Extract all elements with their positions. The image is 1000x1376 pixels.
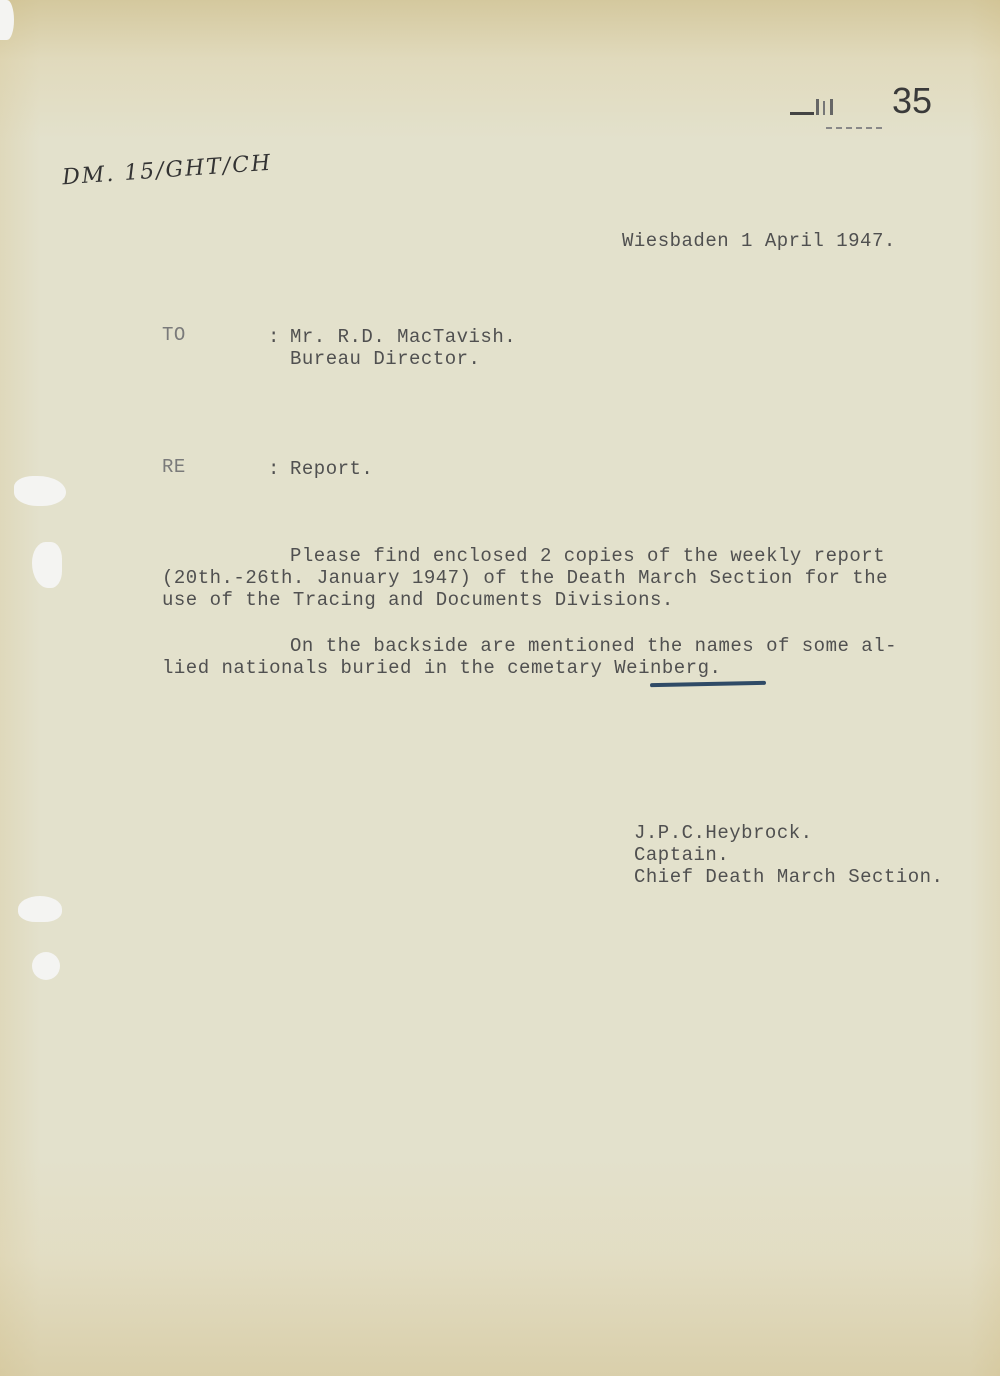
paragraph-2-line-1: On the backside are mentioned the names of some al-	[290, 635, 897, 657]
paragraph-1-line-2: (20th.-26th. January 1947) of the Death March Section for the	[162, 567, 889, 589]
place-date: Wiesbaden 1 April 1947.	[622, 230, 896, 252]
file-reference: DM. 15/GHT/CH	[61, 150, 274, 191]
stamp-number: 35	[892, 80, 933, 121]
signature-title: Chief Death March Section.	[634, 866, 944, 888]
paragraph-1-line-3: use of the Tracing and Documents Divisions.	[162, 589, 674, 611]
edge-tear-icon	[0, 0, 14, 40]
signature-rank: Captain.	[634, 844, 730, 866]
punch-hole-icon	[18, 896, 62, 922]
re-separator: :	[268, 458, 280, 480]
re-subject: Report.	[290, 458, 374, 480]
stamp-mark-icon	[790, 93, 880, 129]
punch-hole-icon	[14, 476, 66, 506]
to-separator: :	[268, 326, 280, 348]
punch-hole-icon	[32, 542, 62, 588]
paragraph-1-line-1: Please find enclosed 2 copies of the weekly report	[290, 545, 886, 567]
to-label: TO	[162, 324, 186, 346]
paragraph-2-line-2: lied nationals buried in the cemetary Weinberg.	[162, 657, 722, 679]
punch-hole-icon	[32, 952, 60, 980]
signature-name: J.P.C.Heybrock.	[634, 822, 813, 844]
addressee-title: Bureau Director.	[290, 348, 481, 370]
addressee-name: Mr. R.D. MacTavish.	[290, 326, 517, 348]
re-label: RE	[162, 456, 186, 478]
